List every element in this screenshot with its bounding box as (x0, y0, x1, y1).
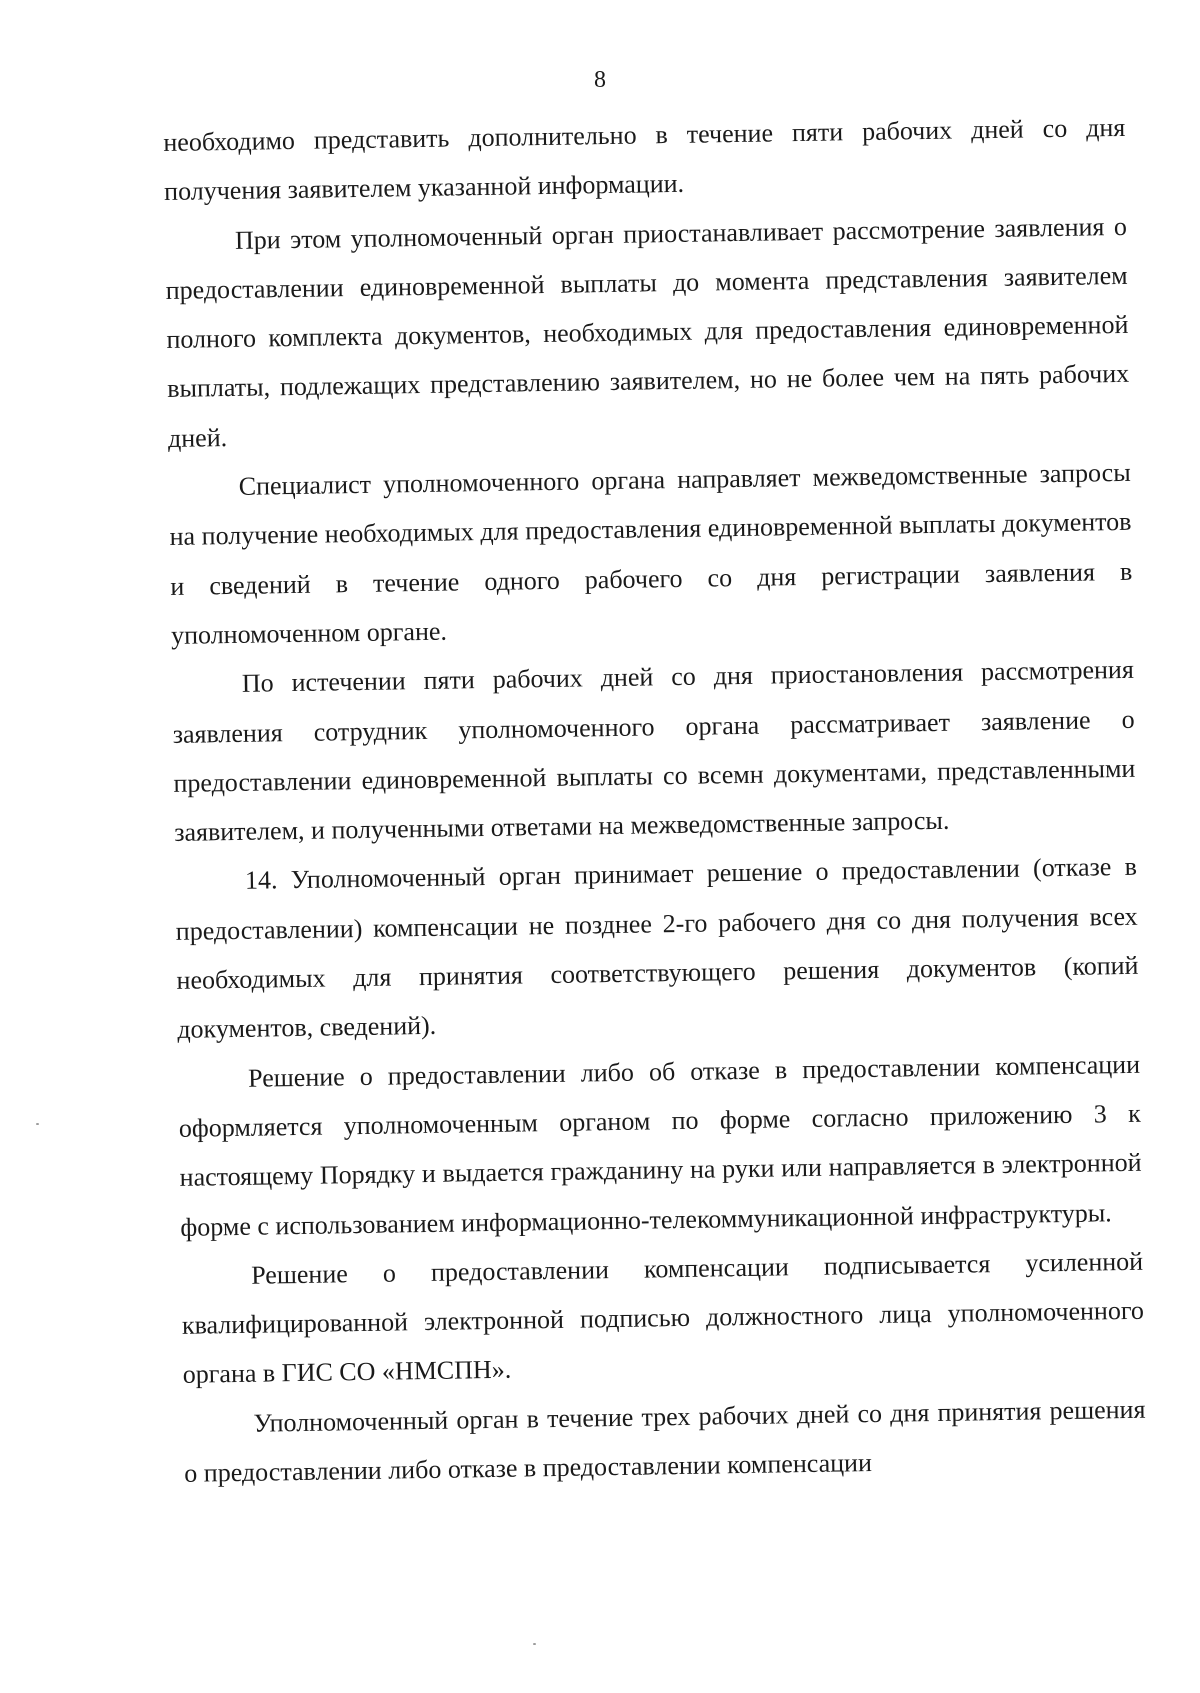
paragraph-interagency-requests: Специалист уполномоченного органа направляет межведомственные запросы на получение необходимых для предоставления единовременной выплаты документов и сведений в течение одного рабочего со дня регистрации заявления в уполномоченном органе. (169, 457, 1133, 650)
scan-speck (533, 1643, 536, 1645)
paragraph-decision-form: Решение о предоставлении либо об отказе в предоставлении компенсации оформляется уполномоченным органом по форме согласно приложению 3 к настоящему Порядку и выдается гражданину на руки или направляется в электронной форме с использованием информационно-телекоммуникационной инфраструктуры. (178, 1049, 1142, 1242)
paragraph-item-14: 14. Уполномоченный орган принимает решение о предоставлении (отказе в предоставлении) компенсации не позднее 2-го рабочего дня со дня получения всех необходимых для принятия соответствующего решения документов (копий документов, сведений). (175, 852, 1139, 1045)
paragraph-notification: Уполномоченный орган в течение трех рабочих дней со дня принятия решения о предоставлении либо отказе в предоставлении компенсации (184, 1394, 1146, 1488)
paragraph-continuation: необходимо представить дополнительно в течение пяти рабочих дней со дня получения заявителем указанной информации. (163, 112, 1126, 207)
scan-speck (36, 1123, 39, 1125)
paragraph-review-after-suspension: По истечении пяти рабочих дней со дня приостановления рассмотрения заявления сотрудник уполномоченного органа рассматривает заявление о предоставлении единовременной выплаты со всемн документами, представленными заявителем, и полученными ответами на межведомственные запросы. (172, 655, 1136, 848)
page-number: 8 (594, 67, 606, 93)
document-body (163, 103, 1147, 1498)
paragraph-decision-signature: Решение о предоставлении компенсации подписывается усиленной квалифицированной электронной подписью должностного лица уполномоченного органа в ГИС СО «НМСПН». (181, 1246, 1145, 1390)
paragraph-suspension: При этом уполномоченный орган приостанавливает рассмотрение заявления о предоставлении единовременной выплаты до момента представления заявителем полного комплекта документов, необходимых для предоставления единовременной выплаты, подлежащих представлению заявителем, но не более чем на пять рабочих дней. (165, 211, 1130, 453)
